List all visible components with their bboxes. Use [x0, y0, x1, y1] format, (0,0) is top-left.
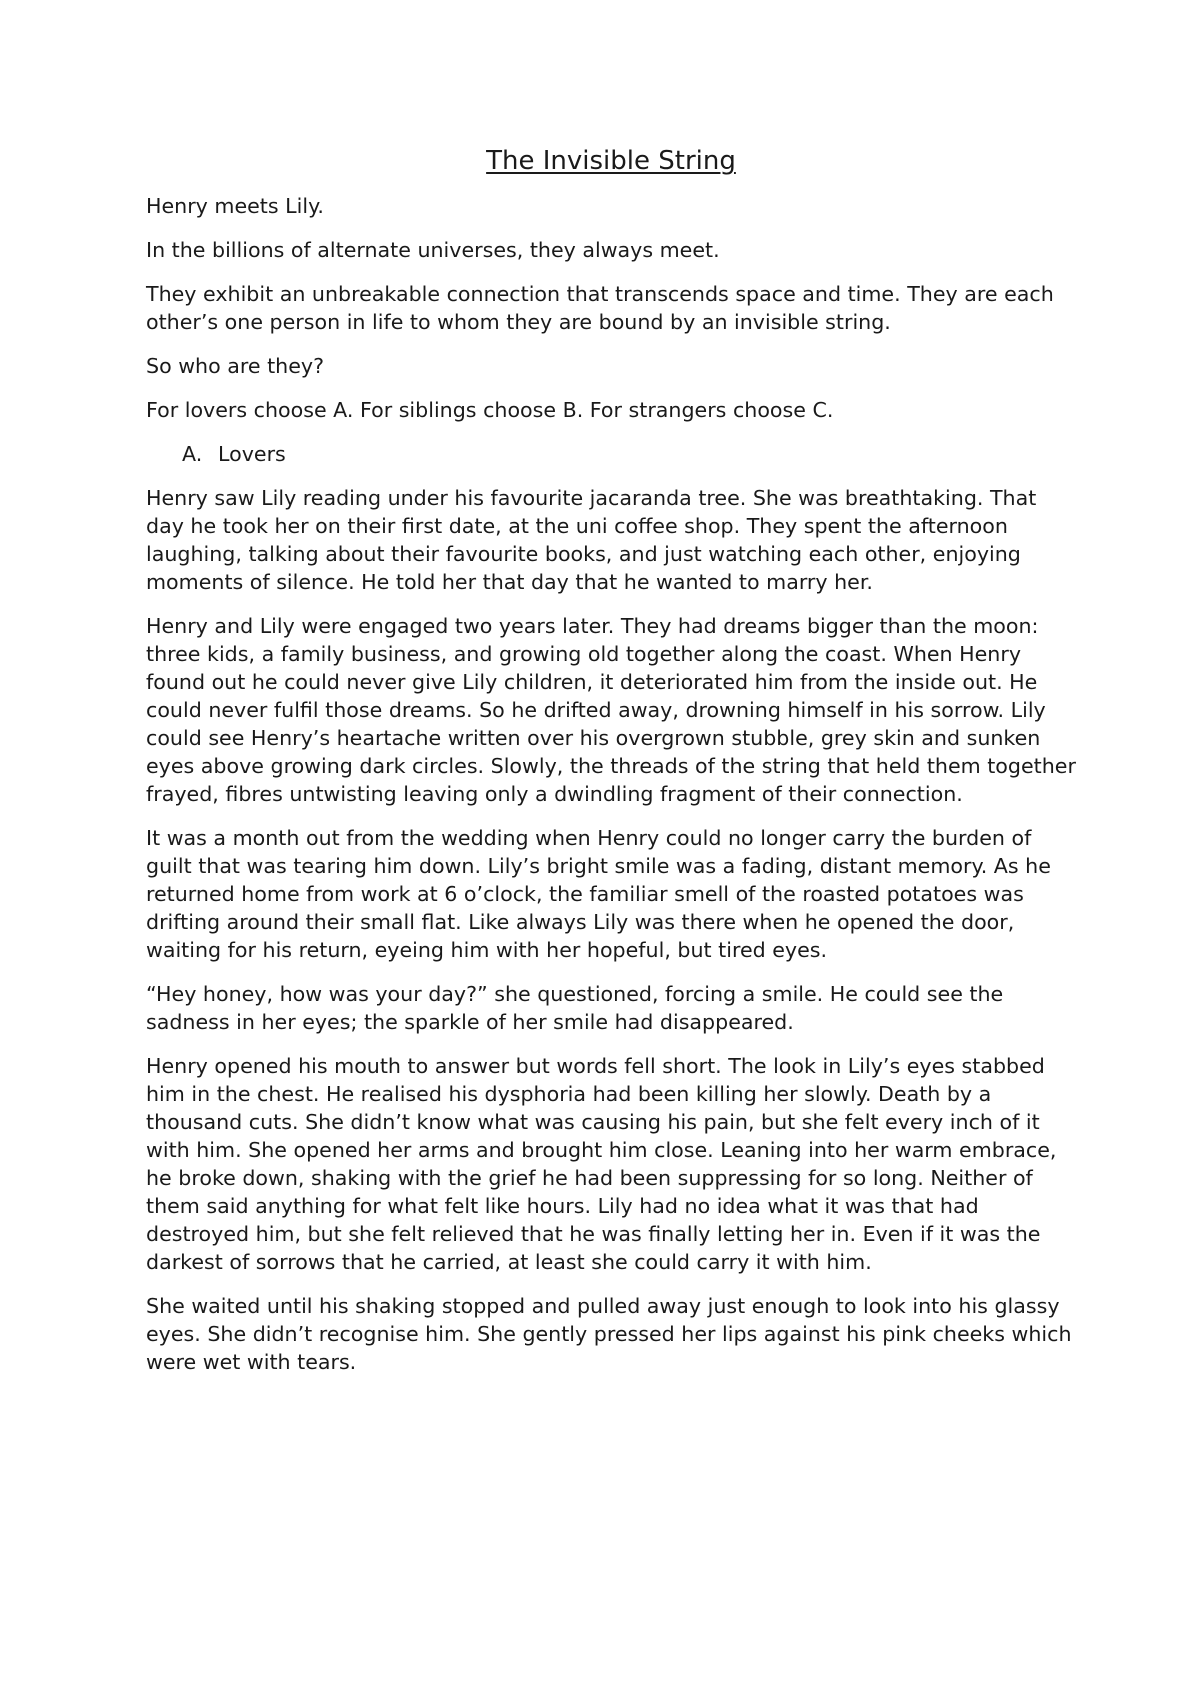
paragraph-story-3: It was a month out from the wedding when Henry could no longer carry the burden of guilt that was tearing him down. Lily’s bright smile was a fading, distant memory. As he returned home from work at 6 o’clock, the familiar smell of the roasted potatoes was drifting around their small flat. Like always Lily was there when he opened the door, waiting for his return, eyeing him with her hopeful, but tired eyes.	[146, 826, 1051, 962]
document-title: The Invisible String	[486, 146, 736, 176]
paragraph-story-1: Henry saw Lily reading under his favourite jacaranda tree. She was breathtaking. That day he took her on their first date, at the uni coffee shop. They spent the afternoon laughing, talking about their favourite books, and just watching each other, enjoying moments of silence. He told her that day that he wanted to marry her.	[146, 486, 1037, 594]
document-page	[146, 144, 1076, 1392]
paragraph-intro-3: They exhibit an unbreakable connection that transcends space and time. They are each other’s one person in life to whom they are bound by an invisible string.	[146, 282, 1054, 334]
paragraph-story-2: Henry and Lily were engaged two years later. They had dreams bigger than the moon: three kids, a family business, and growing old together along the coast. When Henry found out he could never give Lily children, it deteriorated him from the inside out. He could never fulfil those dreams. So he drifted away, drowning himself in his sorrow. Lily could see Henry’s heartache written over his overgrown stubble, grey skin and sunken eyes above growing dark circles. Slowly, the threads of the string that held them together frayed, fibres untwisting leaving only a dwindling fragment of their connection.	[146, 614, 1076, 806]
list-item	[146, 440, 1076, 468]
paragraph-intro-2: In the billions of alternate universes, they always meet.	[146, 238, 720, 262]
paragraph-intro-4: So who are they?	[146, 354, 325, 378]
list-marker: A.	[182, 442, 203, 466]
paragraph-story-6: She waited until his shaking stopped and pulled away just enough to look into his glassy eyes. She didn’t recognise him. She gently pressed her lips against his pink cheeks which were wet with tears.	[146, 1294, 1072, 1374]
paragraph-story-4: “Hey honey, how was your day?” she questioned, forcing a smile. He could see the sadness in her eyes; the sparkle of her smile had disappeared.	[146, 982, 1004, 1034]
choice-list	[146, 440, 1076, 468]
paragraph-choices: For lovers choose A. For siblings choose B. For strangers choose C.	[146, 398, 834, 422]
paragraph-story-5: Henry opened his mouth to answer but words fell short. The look in Lily’s eyes stabbed him in the chest. He realised his dysphoria had been killing her slowly. Death by a thousand cuts. She didn’t know what was causing his pain, but she felt every inch of it with him. She opened her arms and brought him close. Leaning into her warm embrace, he broke down, shaking with the grief he had been suppressing for so long. Neither of them said anything for what felt like hours. Lily had no idea what it was that had destroyed him, but she felt relieved that he was finally letting her in. Even if it was the darkest of sorrows that he carried, at least she could carry it with him.	[146, 1054, 1057, 1274]
list-item-label: Lovers	[218, 442, 286, 466]
paragraph-intro-1: Henry meets Lily.	[146, 194, 324, 218]
